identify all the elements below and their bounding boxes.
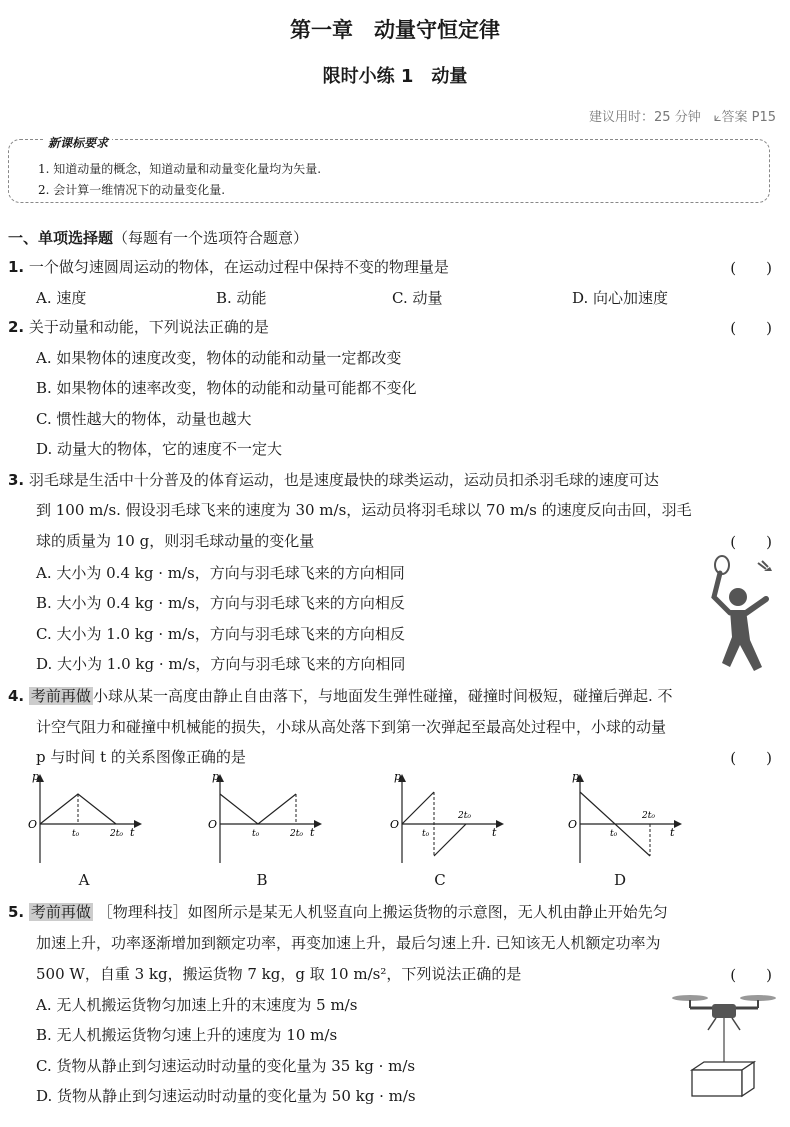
- tick-2t0: 2t₀: [290, 829, 303, 839]
- origin-label: O: [208, 818, 218, 831]
- requirement-item: 2. 会计算一维情况下的动量变化量.: [38, 183, 226, 197]
- question-1: 1. 一个做匀速圆周运动的物体，在运动过程中保持不变的物理量是: [8, 258, 449, 276]
- option: D. 向心加速度: [572, 289, 669, 307]
- axis-t-label: t: [492, 826, 497, 839]
- question-4-line: 计空气阻力和碰撞中机械能的损失，小球从高处落下到第一次弹起至最高处过程中，小球的动量: [36, 718, 667, 736]
- graph-label: C: [434, 871, 446, 889]
- question-3-line: 到 100 m/s. 假设羽毛球飞来的速度为 30 m/s，运动员将羽毛球以 70 m/s 的速度反向击回，羽毛: [36, 501, 692, 519]
- graph-b: [210, 768, 325, 868]
- axis-t-label: t: [670, 826, 675, 839]
- tick-t0: t₀: [610, 829, 618, 839]
- tick-t0: t₀: [72, 829, 80, 839]
- question-2: 2. 关于动量和动能，下列说法正确的是: [8, 318, 269, 336]
- answer-blank: ( ): [730, 259, 772, 277]
- graph-label: B: [256, 871, 268, 889]
- question-3-line: 球的质量为 10 g，则羽毛球动量的变化量: [36, 532, 315, 550]
- axis-p-label: p: [32, 770, 40, 783]
- graph-d: [570, 768, 685, 868]
- answer-blank: ( ): [730, 319, 772, 337]
- answer-blank: ( ): [730, 749, 772, 767]
- origin-label: O: [28, 818, 38, 831]
- axis-t-label: t: [130, 826, 135, 839]
- graph-label: D: [613, 871, 627, 889]
- section-heading: 一、单项选择题（每题有一个选项符合题意）: [8, 229, 309, 247]
- option: A. 无人机搬运货物匀加速上升的末速度为 5 m/s: [36, 996, 358, 1014]
- question-5-line: 加速上升，功率逐渐增加到额定功率，再变加速上升，最后匀速上升. 已知该无人机额定功率为: [36, 934, 661, 952]
- question-4-line: p 与时间 t 的关系图像正确的是: [36, 748, 246, 766]
- tag-badge: 考前再做: [30, 903, 91, 921]
- badminton-player-icon: [700, 555, 780, 680]
- graph-a: [30, 768, 145, 868]
- option: D. 动量大的物体，它的速度不一定大: [36, 440, 283, 458]
- option: B. 动能: [216, 289, 267, 307]
- option: C. 动量: [392, 289, 443, 307]
- option: D. 货物从静止到匀速运动时动量的变化量为 50 kg · m/s: [36, 1087, 416, 1105]
- option: B. 无人机搬运货物匀速上升的速度为 10 m/s: [36, 1026, 338, 1044]
- question-5: 5. 考前再做 ［物理科技］如图所示是某无人机竖直向上搬运货物的示意图，无人机由静止开始先匀: [8, 903, 668, 921]
- tick-2t0: 2t₀: [642, 811, 655, 821]
- axis-p-label: p: [212, 770, 220, 783]
- tick-2t0: 2t₀: [458, 811, 471, 821]
- option: A. 大小为 0.4 kg · m/s，方向与羽毛球飞来的方向相同: [36, 564, 405, 582]
- axis-p-label: p: [572, 770, 580, 783]
- option: B. 如果物体的速率改变，物体的动能和动量可能都不变化: [36, 379, 417, 397]
- chapter-title: 第一章 动量守恒定律: [290, 18, 500, 42]
- tick-t0: t₀: [252, 829, 260, 839]
- answer-blank: ( ): [730, 966, 772, 984]
- drone-icon: [668, 990, 780, 1100]
- option: A. 如果物体的速度改变，物体的动能和动量一定都改变: [36, 349, 402, 367]
- lesson-title: 限时小练 1 动量: [322, 66, 468, 87]
- answer-blank: ( ): [730, 533, 772, 551]
- option: C. 大小为 1.0 kg · m/s，方向与羽毛球飞来的方向相反: [36, 625, 405, 643]
- suggested-time: 建议用时：25 分钟 ⟀答案 P15: [589, 110, 776, 125]
- option: B. 大小为 0.4 kg · m/s，方向与羽毛球飞来的方向相反: [36, 594, 405, 612]
- question-5-line: 500 W，自重 3 kg，搬运货物 7 kg，g 取 10 m/s²，下列说法正确的是: [36, 965, 522, 983]
- tag-badge: 考前再做: [30, 687, 91, 705]
- origin-label: O: [568, 818, 578, 831]
- graphs-row: [0, 768, 790, 893]
- option: C. 惯性越大的物体，动量也越大: [36, 410, 252, 428]
- option: D. 大小为 1.0 kg · m/s，方向与羽毛球飞来的方向相同: [36, 655, 406, 673]
- requirement-item: 1. 知道动量的概念，知道动量和动量变化量均为矢量.: [38, 162, 322, 176]
- option: A. 速度: [36, 289, 87, 307]
- question-3: 3. 羽毛球是生活中十分普及的体育运动，也是速度最快的球类运动，运动员扣杀羽毛球的速度可达: [8, 471, 659, 489]
- option: C. 货物从静止到匀速运动时动量的变化量为 35 kg · m/s: [36, 1057, 416, 1075]
- origin-label: O: [390, 818, 400, 831]
- question-4: 4. 考前再做 小球从某一高度由静止自由落下，与地面发生弹性碰撞，碰撞时间极短，碰撞后弹起. 不: [8, 687, 673, 705]
- tick-2t0: 2t₀: [110, 829, 123, 839]
- requirements-title: 新课标要求: [44, 134, 112, 151]
- tick-t0: t₀: [422, 829, 430, 839]
- axis-p-label: p: [394, 770, 402, 783]
- graph-c: [392, 768, 507, 868]
- graph-label: A: [78, 871, 90, 889]
- axis-t-label: t: [310, 826, 315, 839]
